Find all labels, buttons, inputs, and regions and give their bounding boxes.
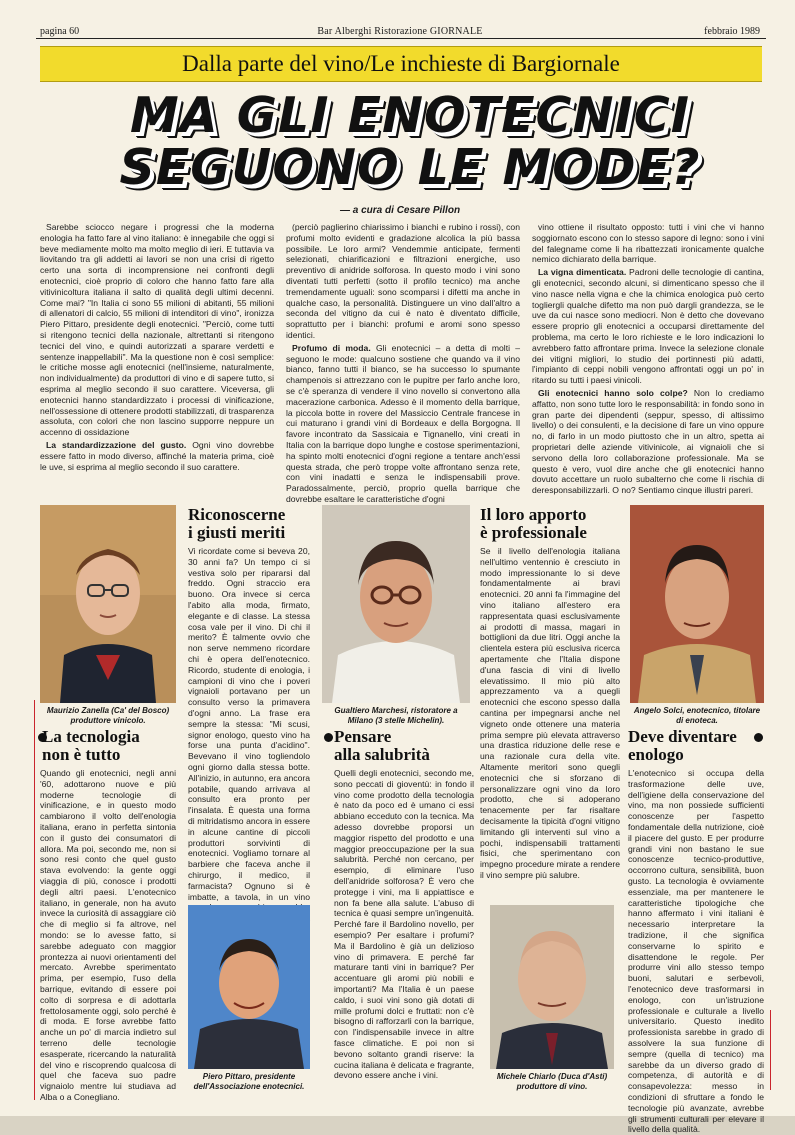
heading-line-1: La tecnologia xyxy=(42,727,140,746)
caption-chiarlo: Michele Chiarlo (Duca d'Asti) produttore di vino. xyxy=(496,1072,608,1091)
intro-col3-text: vino ottiene il risultato opposto: tutti i vini che vi hanno soggiornato escono con lo stesso sapore di legno: sono i vini del falegname come li ha ribattezzati ironicamente qualche nemico dichiarato della barrique. xyxy=(532,222,764,265)
heading-line-2: alla salubrità xyxy=(334,745,430,764)
section-enologo-text: L'enotecnico si occupa della trasformazione delle uve, dell'igiene della conservazione del vino, ma non possiede sufficienti conoscenze per l'aspetto fondamentale della nutrizione, cioè il piacere del gusto. E per produrre grandi vini non bastano le sue conoscenze tecnico-produttive, occorrono cultura, sensibilità, buon gusto. La tecnologia è ovviamente essenziale, ma per mantenere le caratteristiche tipologiche che hanno affermato i vini italiani è necessario interpretare la tradizione, il che significa conservarne lo spirito e disattendone le regole. Per produrre vini allo stesso tempo buoni, salutari e serbevoli, l'enotecnico deve trasformarsi in enologo, con un'istruzione professionale e culturale a livello universitario. Questo inedito professionista sarebbe in grado di assolvere la sua funzione di sempre (quella di tecnico) ma sarebbe da un diverso grado di competenza, di autorità e di consapevolezza: messo in condizioni di sfruttare a fondo le tecnologie più avanzate, avrebbe gli strumenti culturali per elevare il livello della qualità. xyxy=(628,768,764,1135)
page-number: pagina 60 xyxy=(40,26,80,37)
byline: — a cura di Cesare Pillon xyxy=(340,205,461,216)
photo-pittaro xyxy=(188,905,310,1069)
intro-col2-subtext: Gli enotecnici – a detta di molti – seguono le mode: qualcuno sostiene che quando va il vino bianco, fanno tutti il bianco, se ha successo lo spumante champenois si attrezzano con le pupitre per farlo anche loro, se c'è speranza di vendere il vino novello si convertono alla macerazione carbonica. Adesso è il momento della barrique, la piccola botte in rovere del Massiccio Centrale francese in cui maturano i grandi vini di Bordeaux e della Borgogna. Il favore incontrato da Sassicaia e Tignanello, vini creati in Italia con la barrique dopo lunghe e costose sperimentazioni, ha spinto molti enotecnici d'ogni regione a tentare anch'essi questa strada, che però troppe volte affrontano senza rete, con vini inadatti e senza le indispensabili prove. Paradossalmente, perciò, proprio quella barrique che dovrebbe esaltare le caratteristiche d'ogni xyxy=(286,342,521,504)
portrait-zanella-icon xyxy=(40,505,176,703)
section-riconoscerne-heading xyxy=(188,506,308,542)
heading-line-1: Pensare xyxy=(334,727,392,746)
portrait-pittaro-icon xyxy=(188,905,310,1069)
caption-solci: Angelo Solci, enotecnico, titolare di enoteca. xyxy=(633,706,761,725)
caption-zanella: Maurizio Zanella (Ca' del Bosco) produttore vinicolo. xyxy=(46,706,170,725)
section-tecnologia-text: Quando gli enotecnici, negli anni '60, adottarono nuove e più moderne tecnologie di vinificazione, e in questo modo cambiarono il volto dell'enologia italiana, erano in perfetta sintonia con il gusto dei consumatori di allora. Ma poi, secondo me, non si sono resi conto che quel gusto stava evolvendo: la gente oggi viaggia di più, conosce i prodotti degli altri paesi. L'enotecnico italiano, in generale, non ha avuto invece la curiosità di assaggiare ciò che di meglio si fa altrove, nel mondo: se lo avesse fatto, si sarebbe adeguato con maggior prontezza ai nuovi orientamenti del mercato. Avrebbe sperimentato prima, per esempio, l'uso della barrique, evitando di essere poi colto di sorpresa e di adottarla frettolosamente oggi, solo perché è di moda. E forse avrebbe fatto anche un po' di marcia indietro sul terreno delle tecnologie esasperate, ricercando la naturalità del vino e riscoprendo qualcosa di quel che faceva suo padre vignaiolo mentre lui studiava ad Alba o a Conegliano. xyxy=(40,768,176,1102)
section-professionale-text: Se il livello dell'enologia italiana nell'ultimo ventennio è cresciuto in modo impressionante lo si deve fondamentalmente ai bravi enotecnici. 20 anni fa l'immagine del vino italiano all'estero era rappresentata quasi esclusivamente ai prodotti di massa, magari in bottiglioni da due litri. Oggi anche la clientela estera più esclusiva ricerca apertamente che l'Italia dispone d'una fascia di vini di livello elevatissimo. Il mio più alto apprezzamento va a quegli enotecnici che escono spesso dalla cantina per impegnarsi anche nel vigneto onde ottenere una materia prima sempre più elevata attraverso una drastica riduzione delle rese e una razionale cura della vite. Altamente meritori sono quegli enotecnici che si sforzano di personalizzare ogni vino da loro prodotto, che si adoperano tenacemente per far risaltare decisamente la tipicità d'ogni vitigno limitando gli interventi sul vino a pochi, indispensabili trattamenti fisici, che sperimentano con impegno procedure mirate a rendere il vino sempre più salubre. xyxy=(480,546,620,880)
intro-col3-subtext-1: Padroni delle tecnologie di cantina, gli enotecnici, secondo alcuni, si dimenticano spesso che il vino nasce nella vigna e che la chimica enologica può certo togliergli qualche difetto ma non può dargli grandezza, se le uve da cui nasce sono mediocri. Non è detto che dovevano essere proprio gli enotecnici a occuparsi direttamente del problema, ma certo le loro richieste e le loro indicazioni lo avrebbero fatto affrontare prima. Invece la selezione clonale dei vitigni migliori, lo studio dei portinnesti più adatti, l'impianto di ceppi nobili vengono affrontati oggi un po' in ritardo su tutti i paesi vinicoli. xyxy=(532,267,765,386)
intro-col2-subhead: Profumo di moda. xyxy=(292,342,371,353)
section-salubrita-heading xyxy=(334,728,474,764)
bullet-dot-center xyxy=(324,733,333,742)
photo-solci xyxy=(630,505,764,703)
heading-line-2: non è tutto xyxy=(42,745,121,764)
section-salubrita-text: Quelli degli enotecnici, secondo me, sono peccati di gioventù: in fondo il vino come prodotto della tecnologia è nato da poco ed è umano ci essi abbiano ecceduto con la tecnica. Ma adesso dovrebbe proporsi un maggior rispetto del prodotto e una maggior preoccupazione per la sua salubrità. Perché non cercano, per esempio, di eliminare l'uso dell'anidride solforosa? È vero che protegge i vini, ma li appiattisce e non fa bene alla salute. L'abuso di tecnica è quasi sempre un'ingenuità. Perché fare il Bardolino novello, per esempio? Per esaltare i profumi? Ma il Bardolino è già un delizioso vino di primavera. E perché far maturare tanti vini in barrique? Per accentuare gli aromi più nobili e importanti? Ma l'Italia è un paese caldo, i suoi vini sono già dotati di mille profumi dolci e fruttati: non c'è bisogno di rafforzarli con la barrique, con l'indispensabile invece in altre fasce climatiche. E poi non si bevono soltanto grandi riserve: la cucina italiana è delicata e fragrante, devono essere anche i vini. xyxy=(334,768,474,1081)
photo-zanella xyxy=(40,505,176,703)
intro-col3-subtext-2: Non lo crediamo affatto, non sono tutte loro le responsabilità: in fondo sono in gran parte dei dipendenti (seppur, spesso, di altissimo livello) o dei consulenti, e la decisione di fare un vino oppure no, di farlo in un modo piuttosto che in un altro, spetta ai proprietari delle aziende vitivinicole, ai vignaioli che si servono della loro collaborazione professionale. Ma se questo è vero, vuol dire anche che gli enotecnici hanno dovuto accettare un ruolo subalterno che come li rischia di deresponsabilizzarli. O no? Sentiamo cinque illustri pareri. xyxy=(532,387,764,496)
headline xyxy=(80,87,740,196)
issue-date: febbraio 1989 xyxy=(704,26,760,37)
header-rule xyxy=(36,38,766,39)
intro-col2-text: (perciò paglierino chiarissimo i bianchi e rubino i rossi), con profumi molto evidenti e gradazione alcolica la più bassa possibile. Le loro armi? Vendemmie anticipate, fermenti selezionati, chiarificazioni e filtrazioni energiche, uso preventivo di anidride solforosa. In questo modo i vini sono diventati tutti perfetti (sotto il profilo tecnico) ma anche tremendamente uguali: sono scomparsi i difetti ma anche in qualche caso, la personalità. Distinguere un vino dall'altro a seconda del vitigno da cui è nato è diventato difficile, soprattutto per i bianchi: profumi e aromi sono spesso identici. xyxy=(286,222,520,340)
heading-line-1: Riconoscerne xyxy=(188,505,286,524)
headline-line-2: SEGUONO LE MODE? xyxy=(119,139,701,196)
intro-col1-text: Sarebbe sciocco negare i progressi che la moderna enologia ha fatto fare al vino italiano: è innegabile che oggi si beve mediamente molto ma molto meglio di ieri. E tuttavia va liovitando tra gli addetti ai lavori se non una crisi di rigetto certo una sorta di incomprensione nei confronti degli enotecnici, cioè proprio di coloro che hanno fatto fare alla vitivinicoltura italiana il salto di qualità degli ultimi decenni. Come mai? "In Italia ci sono 55 milioni di abitanti, 55 milioni di allenatori di calcio, 55 milioni di intenditori di vino", ironizza Piero Pittaro, presidente degli enotecnici. "Perciò, come tutti si ritengono tecnici della nazionale, altrettanti si ritengono tecnici del vino, e quindi autorizzati a sparare verdetti e sentenze inappellabili". Ma la questione non è così semplice: le critiche mosse agli enotecnici (nell'insieme, naturalmente, non individualmente) da produttori di vino e di sapere tutto, si esprima al meglio secondo il suo carattere. Viceversa, gli enotecnici hanno standardizzato i processi di vinificazione, nell'ossessione di ottenere prodotti stabilizzati, di trasparenza assoluta, con colori che non lascino supporre neppure un accenno di ossidazione xyxy=(40,222,274,438)
section-enologo-heading xyxy=(628,728,768,764)
heading-line-1: Il loro apporto xyxy=(480,505,587,524)
heading-line-2: enologo xyxy=(628,745,684,764)
intro-col3-subhead-2: Gli enotecnici hanno solo colpe? xyxy=(538,387,688,398)
intro-column-2 xyxy=(286,222,521,504)
section-riconoscerne-text: Vi ricordate come si beveva 20, 30 anni fa? Un tempo ci si vestiva solo per ripararsi dal freddo. Ogni straccio era buono. Ora invece si cerca l'abito alla moda, firmato, elegante e di classe. La stessa cosa vale per il vino. Di chi il merito? È talmente ovvio che non serve nemmeno ricordare chi è opera dell'enotecnico. Ricordo, studente di enologia, i campioni di vino che i poveri vignaioli portavano per un consulto verso la primavera d'ogni anno. La frase era sempre la stessa: "Mi scusi, signor enologo, questo vino ha forse una punta d'acidino". Bevevano il vino togliendolo ogni giorno dalla stessa botte. All'inizio, in autunno, era ancora potabile, quando arrivava al consulto era pronto per l'insalata. È questa una forma di mitridatismo ancora in essere in alcune cantine di piccoli produttori sorvivinti di enotecnici. Vogliamo tornare al barbiere che faceva anche il chirurgo, il medico, il farmacista? Ognuno si è imbatte, a tavola, in un vino xyxy=(188,546,310,902)
publication-name: Bar Alberghi Ristorazione GIORNALE xyxy=(317,26,483,37)
section-professionale-heading xyxy=(480,506,620,542)
portrait-marchesi-icon xyxy=(322,505,470,703)
heading-line-1: Deve diventare xyxy=(628,727,737,746)
portrait-chiarlo-icon xyxy=(490,905,614,1069)
photo-chiarlo xyxy=(490,905,614,1069)
portrait-solci-icon xyxy=(630,505,764,703)
intro-column-3 xyxy=(532,222,764,494)
intro-col1-subtext: Ogni vino dovrebbe essere fatto in modo diverso, affinché la materia prima, cioè le uve, si esprima al meglio secondo il suo carattere. xyxy=(40,439,275,472)
intro-column-1 xyxy=(40,222,274,494)
headline-line-1: MA GLI ENOTECNICI xyxy=(130,87,690,144)
byline-text: a cura di Cesare Pillon xyxy=(352,205,461,216)
red-annotation-left xyxy=(34,700,35,1100)
heading-line-2: è professionale xyxy=(480,523,587,542)
section-tecnologia-heading xyxy=(42,728,182,764)
intro-col1-subhead: La standardizzazione del gusto. xyxy=(46,439,187,450)
heading-line-2: i giusti meriti xyxy=(188,523,286,542)
caption-pittaro: Piero Pittaro, presidente dell'Associazione enotecnici. xyxy=(193,1072,305,1091)
intro-col3-subhead-1: La vigna dimenticata. xyxy=(538,267,627,278)
photo-marchesi xyxy=(322,505,470,703)
section-banner: Dalla parte del vino/Le inchieste di Bargiornale xyxy=(40,46,762,82)
caption-marchesi: Gualtiero Marchesi, ristoratore a Milano (3 stelle Michelin). xyxy=(334,706,458,725)
bullet-dot-right xyxy=(754,733,763,742)
red-annotation-right xyxy=(770,1010,771,1090)
